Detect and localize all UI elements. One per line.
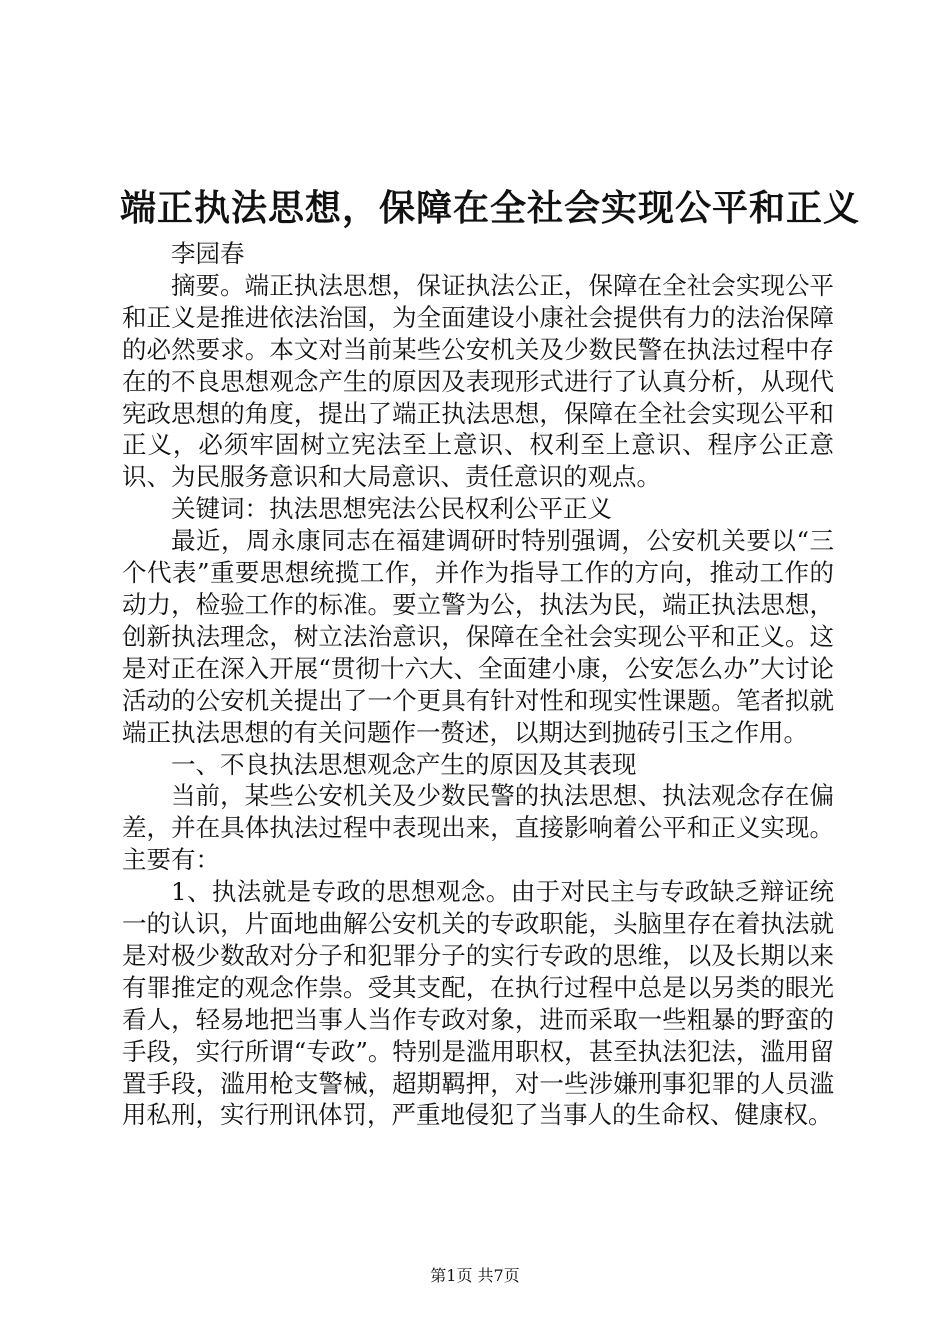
document-title: 端正执法思想，保障在全社会实现公平和正义 <box>120 187 861 229</box>
intro-paragraph: 最近，周永康同志在福建调研时特别强调，公安机关要以“三个代表”重要思想统揽工作，并作为指导工作的方向，推动工作的动力，检验工作的标准。要立警为公，执法为民，端正执法思想，创新执法理念，树立法治意识，保障在全社会实现公平和正义。这是对正在深入开展“贯彻十六大、全面建小康，公安怎么办”大讨论活动的公安机关提出了一个更具有针对性和现实性课题。笔者拟就端正执法思想的有关问题作一赘述，以期达到抛砖引玉之作用。 <box>122 526 834 747</box>
section-heading: 一、不良执法思想观念产生的原因及其表现 <box>171 749 637 779</box>
body-paragraph: 当前，某些公安机关及少数民警的执法思想、执法观念存在偏差，并在具体执法过程中表现出来，直接影响着公平和正义实现。主要有： <box>122 781 834 875</box>
author-line: 李园春 <box>171 239 245 268</box>
abstract-paragraph: 摘要。端正执法思想，保证执法公正，保障在全社会实现公平和正义是推进依法治国，为全面建设小康社会提供有力的法治保障的必然要求。本文对当前某些公安机关及少数民警在执法过程中存在的不良思想观念产生的原因及表现形式进行了认真分析，从现代宪政思想的角度，提出了端正执法思想，保障在全社会实现公平和正义，必须牢固树立宪法至上意识、权利至上意识、程序公正意识、为民服务意识和大局意识、责任意识的观点。 <box>122 270 834 492</box>
body-paragraph: 1、执法就是专政的思想观念。由于对民主与专政缺乏辩证统一的认识，片面地曲解公安机关的专政职能，头脑里存在着执法就是对极少数敌对分子和犯罪分子的实行专政的思维，以及长期以来有罪推定的观念作祟。受其支配，在执行过程中总是以另类的眼光看人，轻易地把当事人当作专政对象，进而采取一些粗暴的野蛮的手段，实行所谓“专政”。特别是滥用职权，甚至执法犯法，滥用留置手段，滥用枪支警械，超期羁押，对一些涉嫌刑事犯罪的人员滥用私刑，实行刑讯体罚，严重地侵犯了当事人的生命权、健康权。 <box>122 877 834 1130</box>
page-footer: 第1页 共7页 <box>430 1266 520 1285</box>
document-body <box>122 238 834 1131</box>
keywords-paragraph: 关键词：执法思想宪法公民权利公平正义 <box>171 494 612 524</box>
